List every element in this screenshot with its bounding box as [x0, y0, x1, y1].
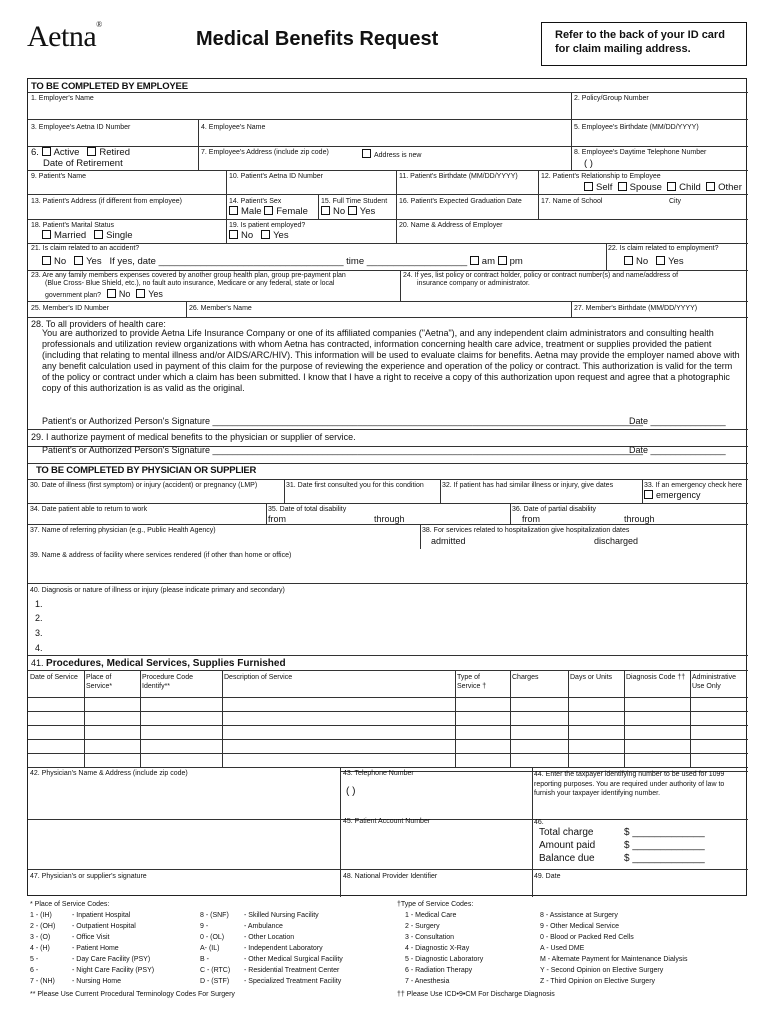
pos-description: - Outpatient Hospital: [72, 923, 136, 930]
total-disability-from: from: [268, 514, 286, 524]
procedures-number: 41.: [31, 658, 44, 668]
procedures-title: Procedures, Medical Services, Supplies Furnished: [46, 658, 286, 669]
policy-group-number-label: 2. Policy/Group Number: [574, 95, 649, 102]
pos-description: - Independent Laboratory: [244, 945, 323, 952]
tos-code: 1 - Medical Care: [405, 912, 457, 919]
total-charge-field[interactable]: $ _____________: [624, 827, 705, 838]
illness-date-label: 30. Date of illness (first symptom) or injury (accident) or pregnancy (LMP): [30, 482, 258, 489]
pos-description: - Residential Treatment Center: [244, 967, 340, 974]
cpt-note: ** Please Use Current Procedural Terminology Codes For Surgery: [30, 991, 235, 998]
other-coverage-yes-label: Yes: [148, 289, 163, 299]
other-coverage-no-label: No: [118, 289, 131, 299]
diagnosis-item-4[interactable]: 4.: [35, 643, 43, 653]
pm-checkbox[interactable]: [498, 256, 507, 265]
refer-line-1: Refer to the back of your ID card: [555, 29, 725, 41]
member-birthdate-label: 27. Member's Birthdate (MM/DD/YYYY): [574, 305, 698, 312]
pos-code: 3 - (O): [30, 934, 51, 941]
discharged-label: discharged: [594, 536, 639, 546]
school-city-label: City: [669, 198, 682, 205]
address-new-checkbox[interactable]: [362, 149, 371, 158]
employment-yes-label: Yes: [668, 256, 684, 267]
pos-description: - Office Visit: [72, 934, 110, 941]
col-admin-use: Administrative Use Only: [692, 674, 736, 690]
pm-label: pm: [509, 256, 523, 267]
page-title: Medical Benefits Request: [196, 28, 439, 50]
am-checkbox[interactable]: [470, 256, 479, 265]
sex-male-label: Male: [241, 206, 262, 217]
pos-description: - Ambulance: [244, 923, 283, 930]
physician-signature-label: 47. Physician's or supplier's signature: [30, 873, 147, 880]
student-yes-label: Yes: [359, 206, 376, 217]
accident-yes-checkbox[interactable]: [74, 256, 83, 265]
student-no-label: No: [333, 206, 346, 217]
signature-date-2[interactable]: Date _______________: [629, 445, 726, 455]
employment-no-checkbox[interactable]: [624, 256, 633, 265]
pos-description: - Other Medical Surgical Facility: [244, 956, 343, 963]
employment-no-label: No: [636, 256, 649, 267]
field-46-number: 46.: [534, 819, 544, 826]
employee-aetna-id-label: 3. Employee's Aetna ID Number: [31, 124, 131, 131]
sex-female-label: Female: [276, 206, 308, 217]
physician-section-heading: TO BE COMPLETED BY PHYSICIAN OR SUPPLIER: [36, 465, 257, 476]
total-charge-label: Total charge: [539, 827, 594, 838]
graduation-date-label: 16. Patient's Expected Graduation Date: [399, 198, 522, 205]
pos-code: C - (RTC): [200, 967, 231, 974]
other-coverage-question-3: government plan?: [45, 292, 102, 299]
signature-line-1[interactable]: Patient's or Authorized Person's Signature ______________________________________________________________________________________: [42, 416, 643, 426]
rel-other-label: Other: [718, 182, 742, 193]
logo-trademark: ®: [96, 20, 102, 29]
pos-code: D - (STF): [200, 978, 230, 985]
daytime-phone-field[interactable]: ( ): [584, 158, 593, 169]
other-coverage-yes-checkbox[interactable]: [136, 289, 145, 298]
employment-question-label: 22. Is claim related to employment?: [608, 245, 719, 252]
rel-child-checkbox[interactable]: [667, 182, 676, 191]
type-of-service-heading: †Type of Service Codes:: [397, 901, 474, 908]
employer-name-label: 1. Employer's Name: [31, 95, 94, 102]
tos-code: 3 - Consultation: [405, 934, 455, 941]
pos-description: - Nursing Home: [72, 978, 122, 985]
policy-holder-list-label-2: insurance company or administrator.: [417, 280, 530, 287]
refer-line-2: for claim mailing address.: [555, 43, 691, 55]
telephone-number-label: 43. Telephone Number: [343, 770, 414, 777]
emergency-label: 33. If an emergency check here: [644, 482, 743, 489]
telephone-number-field[interactable]: ( ): [346, 786, 356, 797]
first-consulted-label: 31. Date first consulted you for this condition: [286, 482, 424, 489]
pos-code: 1 - (IH): [30, 912, 52, 919]
tos-code: Z - Third Opinion on Elective Surgery: [540, 978, 656, 985]
single-checkbox[interactable]: [94, 230, 103, 239]
tos-code: Y - Second Opinion on Elective Surgery: [540, 967, 664, 974]
pos-code: 8 - (SNF): [200, 912, 229, 919]
signature-date-label: 49. Date: [534, 873, 561, 880]
tos-code: 2 - Surgery: [405, 923, 440, 930]
partial-disability-from: from: [522, 514, 540, 524]
emergency-text: emergency: [656, 490, 701, 500]
school-name-label: 17. Name of School: [541, 198, 603, 205]
sex-female-checkbox[interactable]: [264, 206, 273, 215]
employed-no-label: No: [241, 230, 254, 241]
amount-paid-field[interactable]: $ _____________: [624, 840, 705, 851]
rel-other-checkbox[interactable]: [706, 182, 715, 191]
rel-child-label: Child: [679, 182, 701, 193]
npi-label: 48. National Provider Identifier: [343, 873, 438, 880]
tos-code: 6 - Radiation Therapy: [405, 967, 473, 974]
pos-code: 0 - (OL): [200, 934, 225, 941]
accident-question-label: 21. Is claim related to an accident?: [31, 245, 140, 252]
employer-name-address-label: 20. Name & Address of Employer: [399, 222, 503, 229]
employee-section-heading: TO BE COMPLETED BY EMPLOYEE: [31, 81, 188, 92]
total-disability-through: through: [374, 514, 405, 524]
facility-label: 39. Name & address of facility where services rendered (if other than home or office): [30, 552, 292, 559]
other-coverage-question-2: (Blue Cross- Blue Shield, etc.), no fault auto insurance, Medicare or any federal, state or local: [45, 280, 335, 287]
col-date-of-service: Date of Service: [30, 674, 78, 681]
place-of-service-heading: * Place of Service Codes:: [30, 901, 110, 908]
tos-code: 4 - Diagnostic X-Ray: [405, 945, 470, 952]
taxpayer-id-label: 44. Enter the taxpayer identifying number to be used for 1099 reporting purposes. You are required under authority of law to furnish your taxpayer identifying number.: [534, 771, 725, 797]
patient-aetna-id-label: 10. Patient's Aetna ID Number: [229, 173, 323, 180]
pos-description: - Other Location: [244, 934, 295, 941]
admitted-label: admitted: [431, 536, 466, 546]
accident-no-label: No: [54, 256, 67, 267]
partial-disability-through: through: [624, 514, 655, 524]
tos-code: 5 - Diagnostic Laboratory: [405, 956, 484, 963]
rel-spouse-label: Spouse: [629, 182, 662, 193]
rel-self-checkbox[interactable]: [584, 182, 593, 191]
patient-account-number-label: 45. Patient Account Number: [343, 818, 431, 825]
col-days-units: Days or Units: [570, 674, 613, 681]
pos-description: - Patient Home: [72, 945, 119, 952]
student-no-checkbox[interactable]: [321, 206, 330, 215]
payment-authorization-label: 29. I authorize payment of medical benefits to the physician or supplier of service.: [31, 432, 356, 442]
employed-no-checkbox[interactable]: [229, 230, 238, 239]
retired-label: Retired: [99, 147, 130, 158]
logo-text: Aetna: [27, 20, 97, 53]
patient-address-label: 13. Patient's Address (if different from employee): [31, 198, 183, 205]
employee-birthdate-label: 5. Employee's Birthdate (MM/DD/YYYY): [574, 124, 699, 131]
daytime-phone-label: 8. Employee's Daytime Telephone Number: [574, 149, 707, 156]
employed-yes-label: Yes: [273, 230, 289, 241]
active-label: Active: [53, 147, 80, 158]
pos-code: B -: [200, 956, 209, 963]
balance-due-label: Balance due: [539, 853, 595, 864]
col-type-of-service: Type of Service †: [457, 674, 487, 690]
single-label: Single: [106, 230, 133, 241]
col-description: Description of Service: [224, 674, 293, 681]
address-new-label: Address is new: [374, 152, 422, 159]
balance-due-field[interactable]: $ _____________: [624, 853, 705, 864]
member-name-label: 26. Member's Name: [189, 305, 252, 312]
marital-status-label: 18. Patient's Marital Status: [31, 222, 115, 229]
emergency-checkbox[interactable]: [644, 490, 653, 499]
married-label: Married: [54, 230, 87, 241]
pos-code: 6 -: [30, 967, 39, 974]
pos-code: 4 - (H): [30, 945, 50, 952]
rel-self-label: Self: [596, 182, 613, 193]
patient-sex-label: 14. Patient's Sex: [229, 198, 282, 205]
authorization-text: You are authorized to provide Aetna Life Insurance Company or one of its affiliated companies ("Aetna"), and any independent claim administrators and consulting health professionals and utilization review organizations with whom Aetna has contracted, information concerning health care advice, treatment or supplies provided the patient (including that relating to mental illness and/or AIDS/ARC/HIV). This information will be used to evaluate claims for benefits. Aetna may provide the employer named above with any benefit calculation used in payment of this claim for the purpose of reviewing the experience and operation of the policy or contract. This authorization is valid for the term of the policy or contract under which a claim has been submitted. I know that I have a right to receive a copy of this authorization upon request and agree that a photographic copy of this authorization is as valid as the original.: [42, 328, 740, 393]
pos-description: - Day Care Facility (PSY): [72, 956, 151, 963]
signature-line-2[interactable]: Patient's or Authorized Person's Signature ______________________________________________________________________________________: [42, 445, 643, 455]
tos-code: A - Used DME: [540, 945, 585, 952]
signature-date-1[interactable]: Date _______________: [629, 416, 726, 426]
employee-address-label: 7. Employee's Address (include zip code): [201, 149, 329, 156]
patient-employed-label: 19. Is patient employed?: [229, 222, 306, 229]
col-diagnosis-code: Diagnosis Code ††: [626, 674, 686, 681]
partial-disability-label: 36. Date of partial disability: [512, 506, 597, 513]
diagnosis-item-3[interactable]: 3.: [35, 628, 43, 638]
physician-name-address-label: 42. Physician's Name & Address (include zip code): [30, 770, 188, 777]
pos-description: - Night Care Facility (PSY): [72, 967, 155, 974]
total-disability-label: 35. Date of total disability: [268, 506, 347, 513]
accident-yes-label: Yes: [86, 256, 102, 267]
authorization-heading: 28. To all providers of health care:: [31, 319, 166, 329]
field-6-number: 6.: [31, 147, 39, 158]
am-label: am: [481, 256, 495, 267]
diagnosis-item-1[interactable]: 1.: [35, 599, 43, 609]
tos-code: 7 - Anesthesia: [405, 978, 450, 985]
icd-note: †† Please Use ICD•9•CM For Discharge Diagnosis: [397, 991, 555, 998]
amount-paid-label: Amount paid: [539, 840, 596, 851]
pos-code: 7 - (NH): [30, 978, 55, 985]
employment-yes-checkbox[interactable]: [656, 256, 665, 265]
full-time-student-label: 15. Full Time Student: [321, 198, 388, 205]
tos-code: 0 - Blood or Packed Red Cells: [540, 934, 634, 941]
diagnosis-item-2[interactable]: 2.: [35, 613, 43, 623]
member-id-label: 25. Member's ID Number: [31, 305, 109, 312]
tos-code: 8 - Assistance at Surgery: [540, 912, 618, 919]
tos-code: 9 - Other Medical Service: [540, 923, 619, 930]
return-to-work-label: 34. Date patient able to return to work: [30, 506, 148, 513]
accident-no-checkbox[interactable]: [42, 256, 51, 265]
pos-description: - Inpatient Hospital: [72, 912, 131, 919]
active-checkbox[interactable]: [42, 147, 51, 156]
student-yes-checkbox[interactable]: [348, 206, 357, 215]
pos-code: 5 -: [30, 956, 39, 963]
claim-form-grid: [27, 78, 747, 896]
col-place-of-service: Place of Service*: [86, 674, 113, 690]
employee-name-label: 4. Employee's Name: [201, 124, 266, 131]
pos-description: - Skilled Nursing Facility: [244, 912, 319, 919]
married-checkbox[interactable]: [42, 230, 51, 239]
pos-code: 9 -: [200, 923, 209, 930]
diagnosis-label: 40. Diagnosis or nature of illness or injury (please indicate primary and secondary): [30, 587, 285, 594]
pos-description: - Specialized Treatment Facility: [244, 978, 342, 985]
mailing-address-note: [541, 22, 747, 66]
retired-checkbox[interactable]: [87, 147, 96, 156]
similar-illness-label: 32. If patient has had similar illness or injury, give dates: [442, 482, 614, 489]
referring-physician-label: 37. Name of referring physician (e.g., Public Health Agency): [30, 527, 216, 534]
aetna-logo: [27, 20, 102, 54]
patient-birthdate-label: 11. Patient's Birthdate (MM/DD/YYYY): [399, 173, 518, 180]
policy-holder-list-label-1: 24. If yes, list policy or contract holder, policy or contract number(s) and name/address of: [403, 272, 679, 279]
date-of-retirement-label: Date of Retirement: [43, 158, 123, 169]
relationship-label: 12. Patient's Relationship to Employee: [541, 173, 661, 180]
pos-code: A- (IL): [200, 945, 220, 952]
patient-name-label: 9. Patient's Name: [31, 173, 87, 180]
other-coverage-question-1: 23. Are any family members expenses covered by another group health plan, group pre-payment plan: [31, 272, 346, 279]
sex-male-checkbox[interactable]: [229, 206, 238, 215]
pos-code: 2 - (OH): [30, 923, 56, 930]
rel-spouse-checkbox[interactable]: [618, 182, 627, 191]
other-coverage-no-checkbox[interactable]: [107, 289, 116, 298]
tos-code: M - Alternate Payment for Maintenance Dialysis: [540, 956, 688, 963]
employed-yes-checkbox[interactable]: [261, 230, 270, 239]
col-procedure-code: Procedure Code Identify**: [142, 674, 193, 690]
hospitalization-dates-label: 38. For services related to hospitalization give hospitalization dates: [422, 527, 630, 534]
col-charges: Charges: [512, 674, 539, 681]
accident-date-time-field[interactable]: If yes, date ___________________________________ time ___________________: [109, 256, 468, 267]
